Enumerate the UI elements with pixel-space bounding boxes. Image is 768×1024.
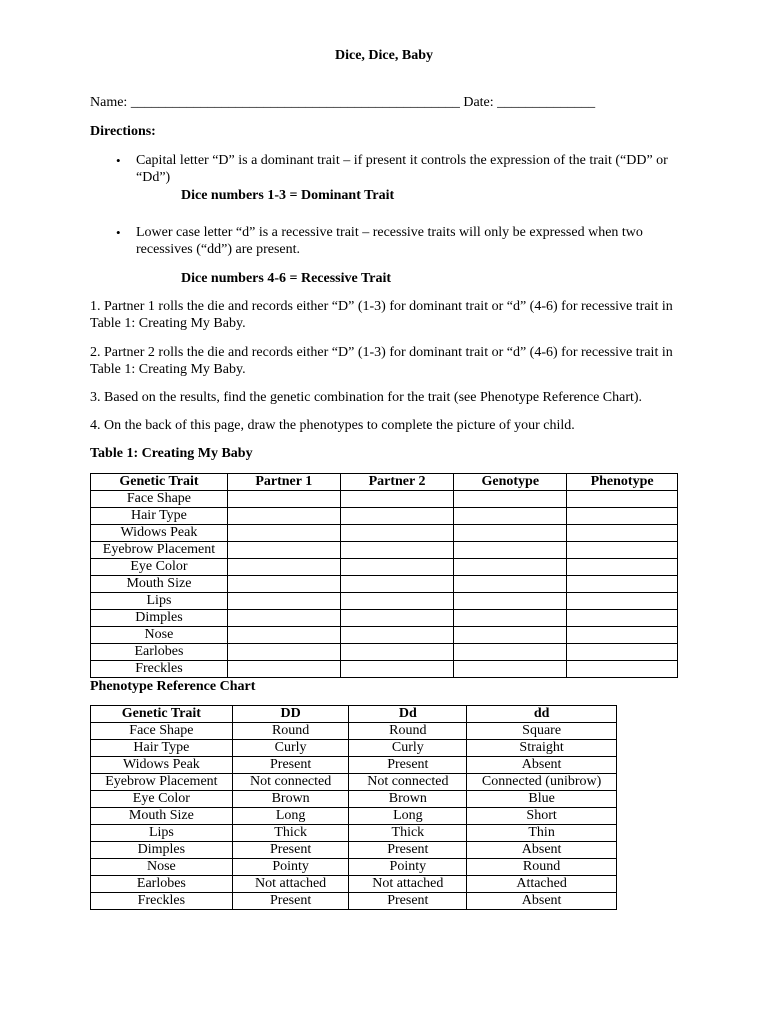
- bullet-dominant-note: Dice numbers 1-3 = Dominant Trait: [181, 188, 395, 203]
- blank-entry-cell[interactable]: [227, 508, 340, 525]
- table1-header-cell: Phenotype: [567, 474, 678, 491]
- phenotype-cell: Straight: [467, 740, 617, 757]
- date-blank: ______________: [497, 95, 596, 110]
- blank-entry-cell[interactable]: [340, 525, 454, 542]
- table-row: [91, 791, 617, 808]
- trait-name-cell: Earlobes: [91, 876, 233, 893]
- trait-name-cell: Dimples: [91, 842, 233, 859]
- blank-entry-cell[interactable]: [454, 627, 567, 644]
- trait-name-cell: Lips: [91, 593, 228, 610]
- phenotype-cell: Round: [232, 723, 349, 740]
- table-row: [91, 610, 678, 627]
- trait-name-cell: Freckles: [91, 661, 228, 678]
- phenotype-cell: Not attached: [349, 876, 467, 893]
- phenotype-cell: Not attached: [232, 876, 349, 893]
- creating-baby-table: [90, 473, 678, 678]
- blank-entry-cell[interactable]: [567, 576, 678, 593]
- step-1: 1. Partner 1 rolls the die and records either “D” (1-3) for dominant trait or “d” (4-6) for recessive trait in Table 1: Creating My Baby.: [90, 299, 673, 331]
- table-row: [91, 508, 678, 525]
- blank-entry-cell[interactable]: [567, 644, 678, 661]
- bullet-recessive-text: Lower case letter “d” is a recessive trait – recessive traits will only be expressed when two recessives (“dd”) are present.: [136, 225, 643, 257]
- blank-entry-cell[interactable]: [227, 542, 340, 559]
- blank-entry-cell[interactable]: [340, 644, 454, 661]
- blank-entry-cell[interactable]: [454, 593, 567, 610]
- trait-name-cell: Lips: [91, 825, 233, 842]
- blank-entry-cell[interactable]: [340, 508, 454, 525]
- trait-name-cell: Eyebrow Placement: [91, 774, 233, 791]
- blank-entry-cell[interactable]: [454, 508, 567, 525]
- blank-entry-cell[interactable]: [567, 542, 678, 559]
- phenotype-cell: Brown: [232, 791, 349, 808]
- step-3: 3. Based on the results, find the genetic combination for the trait (see Phenotype Reference Chart).: [90, 390, 643, 405]
- phenotype-reference-table: [90, 705, 617, 910]
- blank-entry-cell[interactable]: [567, 661, 678, 678]
- blank-entry-cell[interactable]: [567, 610, 678, 627]
- blank-entry-cell[interactable]: [227, 627, 340, 644]
- blank-entry-cell[interactable]: [340, 610, 454, 627]
- phenotype-cell: Attached: [467, 876, 617, 893]
- blank-entry-cell[interactable]: [454, 576, 567, 593]
- phenotype-cell: Present: [349, 757, 467, 774]
- table-row: [91, 757, 617, 774]
- table-row: [91, 774, 617, 791]
- phenotype-cell: Round: [467, 859, 617, 876]
- phenotype-cell: Thin: [467, 825, 617, 842]
- trait-name-cell: Face Shape: [91, 723, 233, 740]
- table1-header-cell: Partner 2: [340, 474, 454, 491]
- table-row: [91, 593, 678, 610]
- phenotype-cell: Long: [349, 808, 467, 825]
- trait-name-cell: Hair Type: [91, 508, 228, 525]
- phenotype-cell: Pointy: [349, 859, 467, 876]
- bullet-recessive-note: Dice numbers 4-6 = Recessive Trait: [181, 271, 392, 286]
- blank-entry-cell[interactable]: [567, 593, 678, 610]
- phenotype-cell: Pointy: [232, 859, 349, 876]
- blank-entry-cell[interactable]: [454, 661, 567, 678]
- table1-header-cell: Genetic Trait: [91, 474, 228, 491]
- phenotype-cell: Present: [232, 757, 349, 774]
- blank-entry-cell[interactable]: [454, 491, 567, 508]
- trait-name-cell: Eye Color: [91, 559, 228, 576]
- table-row: [91, 661, 678, 678]
- phenotype-cell: Present: [349, 893, 467, 910]
- phenotype-cell: Absent: [467, 842, 617, 859]
- blank-entry-cell[interactable]: [567, 491, 678, 508]
- table-row: [91, 542, 678, 559]
- table-row: [91, 740, 617, 757]
- name-date-line: [90, 94, 595, 111]
- phenotype-cell: Connected (unibrow): [467, 774, 617, 791]
- trait-name-cell: Hair Type: [91, 740, 233, 757]
- table-row: [91, 627, 678, 644]
- blank-entry-cell[interactable]: [227, 644, 340, 661]
- name-blank: _______________________________________________: [130, 95, 460, 110]
- table1-header-cell: Genotype: [454, 474, 567, 491]
- blank-entry-cell[interactable]: [454, 559, 567, 576]
- phenotype-cell: Short: [467, 808, 617, 825]
- phenotype-cell: Not connected: [349, 774, 467, 791]
- phenotype-cell: Curly: [232, 740, 349, 757]
- phenotype-cell: Thick: [232, 825, 349, 842]
- trait-name-cell: Face Shape: [91, 491, 228, 508]
- trait-name-cell: Dimples: [91, 610, 228, 627]
- blank-entry-cell[interactable]: [227, 559, 340, 576]
- table1-header-cell: Partner 1: [227, 474, 340, 491]
- table-row: [91, 644, 678, 661]
- trait-name-cell: Nose: [91, 859, 233, 876]
- table2-header-cell: DD: [232, 706, 349, 723]
- phenotype-cell: Blue: [467, 791, 617, 808]
- table-row: [91, 559, 678, 576]
- table-row: [91, 859, 617, 876]
- table2-header-cell: Genetic Trait: [91, 706, 233, 723]
- blank-entry-cell[interactable]: [340, 576, 454, 593]
- blank-entry-cell[interactable]: [567, 525, 678, 542]
- phenotype-cell: Not connected: [232, 774, 349, 791]
- table2-header-cell: dd: [467, 706, 617, 723]
- trait-name-cell: Earlobes: [91, 644, 228, 661]
- trait-name-cell: Mouth Size: [91, 808, 233, 825]
- table-row: [91, 723, 617, 740]
- blank-entry-cell[interactable]: [454, 610, 567, 627]
- table-row: [91, 893, 617, 910]
- trait-name-cell: Widows Peak: [91, 757, 233, 774]
- blank-entry-cell[interactable]: [340, 593, 454, 610]
- blank-entry-cell[interactable]: [227, 491, 340, 508]
- phenotype-cell: Square: [467, 723, 617, 740]
- blank-entry-cell[interactable]: [227, 525, 340, 542]
- blank-entry-cell[interactable]: [340, 542, 454, 559]
- trait-name-cell: Widows Peak: [91, 525, 228, 542]
- step-2: 2. Partner 2 rolls the die and records either “D” (1-3) for dominant trait or “d” (4-6) for recessive trait in Table 1: Creating My Baby.: [90, 345, 673, 377]
- name-label: Name:: [90, 95, 128, 110]
- table-row: [91, 525, 678, 542]
- date-label: Date:: [463, 95, 494, 110]
- table-row: [91, 576, 678, 593]
- phenotype-cell: Present: [232, 893, 349, 910]
- trait-name-cell: Eye Color: [91, 791, 233, 808]
- table-row: [91, 876, 617, 893]
- phenotype-cell: Present: [349, 842, 467, 859]
- blank-entry-cell[interactable]: [227, 610, 340, 627]
- phenotype-cell: Long: [232, 808, 349, 825]
- page-title: Dice, Dice, Baby: [335, 48, 433, 63]
- blank-entry-cell[interactable]: [567, 559, 678, 576]
- blank-entry-cell[interactable]: [454, 525, 567, 542]
- blank-entry-cell[interactable]: [340, 491, 454, 508]
- step-4: 4. On the back of this page, draw the phenotypes to complete the picture of your child.: [90, 418, 575, 433]
- blank-entry-cell[interactable]: [340, 559, 454, 576]
- phenotype-cell: Absent: [467, 757, 617, 774]
- trait-name-cell: Nose: [91, 627, 228, 644]
- blank-entry-cell[interactable]: [340, 627, 454, 644]
- blank-entry-cell[interactable]: [340, 661, 454, 678]
- bullet-dominant-text: Capital letter “D” is a dominant trait – if present it controls the expression of the trait (“DD” or “Dd”): [136, 153, 668, 185]
- table-row: [91, 491, 678, 508]
- blank-entry-cell[interactable]: [454, 542, 567, 559]
- table2-header-cell: Dd: [349, 706, 467, 723]
- trait-name-cell: Mouth Size: [91, 576, 228, 593]
- bullet-dot: •: [116, 153, 121, 168]
- blank-entry-cell[interactable]: [227, 593, 340, 610]
- table-row: [91, 808, 617, 825]
- directions-heading: Directions:: [90, 124, 156, 139]
- table1-caption: Table 1: Creating My Baby: [90, 446, 253, 461]
- table-row: [91, 842, 617, 859]
- blank-entry-cell[interactable]: [567, 508, 678, 525]
- blank-entry-cell[interactable]: [227, 661, 340, 678]
- bullet-dot: •: [116, 225, 121, 240]
- phenotype-cell: Curly: [349, 740, 467, 757]
- phenotype-cell: Brown: [349, 791, 467, 808]
- phenotype-cell: Absent: [467, 893, 617, 910]
- blank-entry-cell[interactable]: [227, 576, 340, 593]
- blank-entry-cell[interactable]: [454, 644, 567, 661]
- phenotype-cell: Thick: [349, 825, 467, 842]
- table2-caption: Phenotype Reference Chart: [90, 679, 256, 694]
- table-row: [91, 825, 617, 842]
- trait-name-cell: Eyebrow Placement: [91, 542, 228, 559]
- phenotype-cell: Round: [349, 723, 467, 740]
- phenotype-cell: Present: [232, 842, 349, 859]
- trait-name-cell: Freckles: [91, 893, 233, 910]
- blank-entry-cell[interactable]: [567, 627, 678, 644]
